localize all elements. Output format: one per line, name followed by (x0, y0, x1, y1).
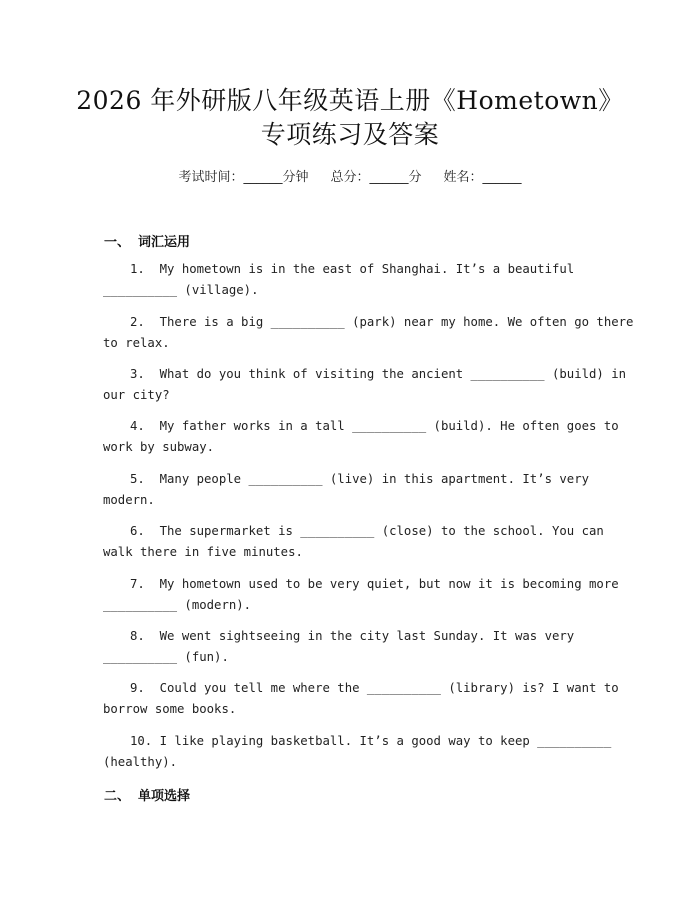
exercise-text-line1: 8. We went sightseeing in the city last Sunday. It was very (130, 629, 575, 643)
section-title: 单项选择 (138, 789, 191, 804)
exam-time-field: 考试时间：______分钟 (178, 170, 309, 185)
exercise-text-line1: 7. My hometown used to be very quiet, but now it is becoming more (130, 577, 619, 591)
exercise-item (103, 364, 627, 406)
document-title-line1: 2026 年外研版八年级英语上册《Hometown》 (76, 86, 624, 115)
exercise-item (103, 416, 619, 458)
section-number: 一、 (104, 235, 131, 250)
exercise-text-line2: to relax. (103, 336, 170, 350)
exercise-text-line1: 6. The supermarket is __________ (close) to the school. You can (130, 524, 604, 538)
exercise-item (103, 731, 612, 773)
exercise-text-line2: __________ (modern). (103, 598, 252, 612)
exercise-item (103, 521, 603, 563)
student-name-field: 姓名：______ (443, 170, 522, 185)
exam-meta (0, 166, 700, 185)
exercise-item (103, 574, 619, 616)
exercise-text-line1: 4. My father works in a tall __________ (build). He often goes to (130, 419, 619, 433)
exercise-text-line1: 9. Could you tell me where the __________ (library) is? I want to (130, 681, 619, 695)
section-heading-vocabulary (104, 231, 190, 250)
section-number: 二、 (104, 789, 131, 804)
exercise-text-line2: our city? (103, 388, 170, 402)
exercise-text-line2: __________ (fun). (103, 650, 229, 664)
exercise-item (103, 469, 603, 511)
exercise-text-line2: borrow some books. (103, 702, 237, 716)
exercise-text-line2: walk there in five minutes. (103, 545, 303, 559)
exercise-text-line2: modern. (103, 493, 155, 507)
exercise-text-line1: 1. My hometown is in the east of Shanghai. It’s a beautiful (130, 262, 575, 276)
section-heading-multiple-choice (104, 785, 190, 804)
exercise-item (103, 626, 603, 668)
total-score-field: 总分：______分 (330, 170, 422, 185)
section-title: 词汇运用 (138, 235, 191, 250)
document-title-line2: 专项练习及答案 (260, 120, 440, 149)
exercise-text-line1: 3. What do you think of visiting the ancient __________ (build) in (130, 367, 627, 381)
exercise-text-line2: work by subway. (103, 440, 215, 454)
exercise-item (103, 259, 603, 301)
exercise-text-line1: 10. I like playing basketball. It’s a good way to keep __________ (130, 734, 612, 748)
exercise-text-line2: __________ (village). (103, 283, 259, 297)
exercise-text-line2: (healthy). (103, 755, 178, 769)
exercise-text-line1: 2. There is a big __________ (park) near my home. We often go there (130, 315, 634, 329)
exercise-item (103, 678, 619, 720)
exercise-text-line1: 5. Many people __________ (live) in this apartment. It’s very (130, 472, 590, 486)
exercise-item (103, 312, 634, 354)
